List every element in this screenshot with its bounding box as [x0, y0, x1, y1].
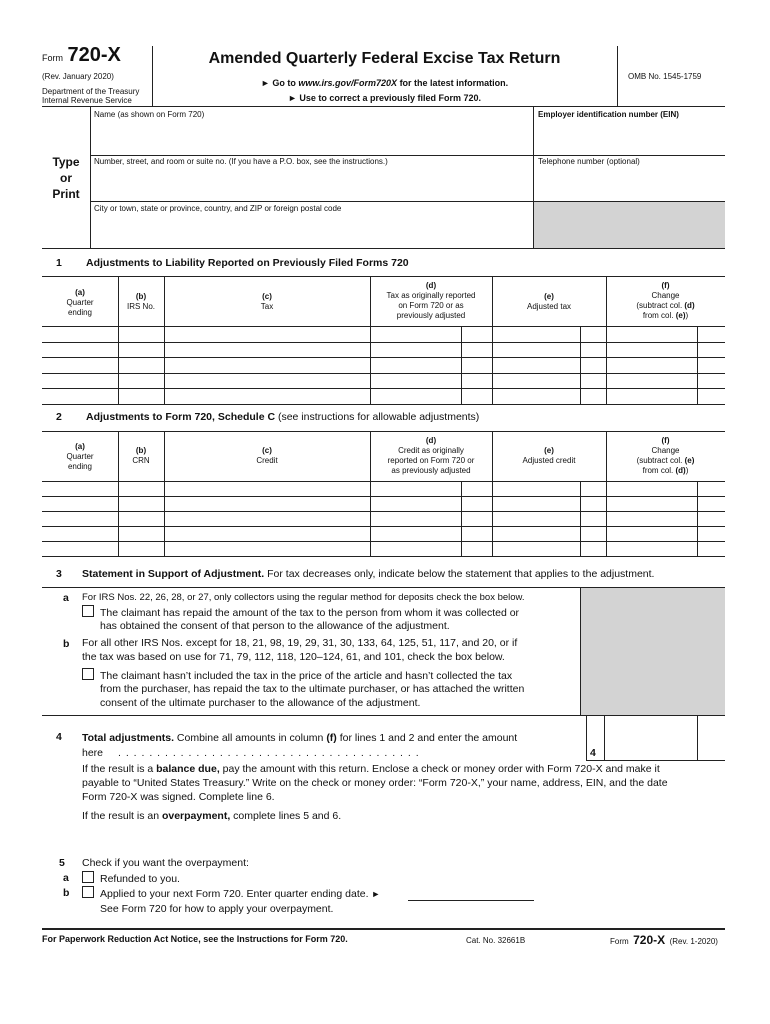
form-word: Form [42, 53, 63, 63]
p1-cell-input[interactable] [493, 343, 605, 357]
part3-title-line [82, 567, 654, 581]
p1-cell-input[interactable] [119, 343, 163, 357]
p1-cell-input[interactable] [43, 327, 117, 341]
p2-col-b-header [118, 446, 164, 466]
p1-col-f-letter: (f) [661, 281, 670, 290]
p2-cell-input[interactable] [165, 497, 369, 510]
p1-col-d-header [370, 281, 492, 321]
part3-b-check-line2: from the purchaser, has repaid the tax to the ultimate purchaser, or has attached the written [100, 683, 525, 695]
p2-cell-input[interactable] [607, 542, 724, 555]
name-label: Name (as shown on Form 720) [94, 110, 205, 119]
header-divider-right [617, 46, 618, 106]
p1-col-f-ref1: (d) [684, 301, 695, 310]
phone-label: Telephone number (optional) [538, 157, 640, 166]
part2-number: 2 [56, 411, 62, 423]
p1-col-d-line3: previously adjusted [396, 311, 466, 320]
p1-row-rule [42, 404, 725, 405]
part3-b-letter: b [63, 638, 70, 650]
p2-cell-input[interactable] [119, 512, 163, 525]
part2-table-top [42, 431, 725, 432]
p2-cell-input[interactable] [493, 527, 605, 540]
goto-suffix: for the latest information. [397, 78, 509, 88]
footer-form-word: Form [610, 937, 629, 946]
p2-col-b-letter: (b) [135, 446, 147, 455]
p1-col-f-ref2: (e) [675, 311, 686, 320]
p2-header-rule [370, 432, 371, 481]
part3-a-check-line2: has obtained the consent of that person to the allowance of the adjustment. [100, 620, 450, 632]
p1-cell-input[interactable] [165, 374, 369, 388]
p2-cell-input[interactable] [43, 482, 117, 495]
footer-form-id [610, 931, 718, 949]
part2-title-suffix: (see instructions for allowable adjustments) [275, 411, 480, 423]
p1-col-d-letter: (d) [425, 281, 437, 290]
part5-b-row [82, 886, 380, 901]
p2-col-a-line2: ending [67, 462, 93, 471]
arrow-right-icon: ► [260, 78, 270, 88]
p1-col-e-header [492, 292, 606, 312]
p1-cell-input[interactable] [371, 358, 491, 372]
p2-col-f-close: ) [685, 466, 689, 475]
p2-col-e-header [492, 446, 606, 466]
phone-field[interactable] [534, 168, 725, 200]
p2-col-c-header [164, 446, 370, 466]
address-label: Number, street, and room or suite no. (If you have a P.O. box, see the instructions.) [94, 157, 388, 166]
p2-cell-input[interactable] [493, 512, 605, 525]
p1-col-a-line2: ending [67, 308, 93, 317]
p1-col-d-line2: on Form 720 or as [398, 301, 464, 310]
part4-text-b: for lines 1 and 2 and enter the amount [336, 732, 518, 744]
p1-cell-input[interactable] [165, 389, 369, 403]
p1-col-f-header [606, 281, 725, 321]
department: Department of the Treasury [42, 87, 140, 96]
part5-a-row [82, 871, 180, 886]
part3-a-letter: a [63, 592, 69, 604]
name-field[interactable] [91, 120, 532, 154]
p1-col-a-line1: Quarter [66, 298, 94, 307]
p2-cell-input[interactable] [119, 482, 163, 495]
p1-cell-input[interactable] [371, 327, 491, 341]
print-word: Print [52, 187, 80, 201]
part1-title: Adjustments to Liability Reported on Previously Filed Forms 720 [86, 257, 409, 269]
goto-line [152, 78, 617, 89]
p1-cell-input[interactable] [43, 389, 117, 403]
part3-title: Statement in Support of Adjustment. [82, 568, 265, 580]
p1-cell-input[interactable] [165, 327, 369, 341]
part3-b-text-line2: the tax was based on use for 71, 79, 112, 118, 120–124, 61, and 101, check the box below. [82, 651, 505, 663]
agency: Internal Revenue Service [42, 96, 132, 105]
p2-cell-input[interactable] [165, 542, 369, 555]
part3-title-suffix: For tax decreases only, indicate below the statement that applies to the adjustment. [264, 568, 655, 580]
p2-col-d-line2: reported on Form 720 or [387, 456, 475, 465]
part3-a-check-row [82, 605, 519, 620]
p1-cell-input[interactable] [119, 358, 163, 372]
catalog-number: Cat. No. 32661B [466, 936, 526, 945]
part2-title: Adjustments to Form 720, Schedule C [86, 411, 276, 423]
part5-a-text: Refunded to you. [100, 873, 180, 885]
part3-b-checkbox[interactable] [82, 668, 94, 680]
use-text: Use to correct a previously filed Form 720. [299, 93, 481, 103]
city-label: City or town, state or province, country, and ZIP or foreign postal code [94, 204, 342, 213]
p2-cell-input[interactable] [607, 497, 724, 510]
part3-shaded-border [580, 588, 581, 715]
shaded-cell [534, 202, 725, 248]
part2-title-line [86, 410, 479, 424]
part5-b-checkbox[interactable] [82, 886, 94, 898]
p2-cell-input[interactable] [119, 527, 163, 540]
p1-cell-input[interactable] [165, 358, 369, 372]
p1-col-f-from: from col. [642, 311, 676, 320]
part4-text-a: Combine all amounts in column [173, 732, 327, 744]
part4-overpayment: overpayment, [161, 810, 231, 822]
p1-col-f-line1: Change [651, 291, 680, 300]
p1-col-c-header [164, 292, 370, 312]
p1-cell-input[interactable] [607, 358, 724, 372]
form-title: Amended Quarterly Federal Excise Tax Return [208, 50, 561, 67]
part4-box-left [586, 716, 587, 761]
part4-balance-pre: If the result is a [82, 763, 157, 775]
p2-cell-input[interactable] [607, 482, 724, 495]
part4-amount-field[interactable] [605, 716, 697, 760]
header-bottom-rule [42, 106, 725, 107]
p1-header-rule [492, 277, 493, 326]
p1-cell-input[interactable] [43, 374, 117, 388]
p1-cell-input[interactable] [607, 327, 724, 341]
part5-b-text: Applied to your next Form 720. Enter quarter ending date. [100, 888, 369, 900]
part3-shaded-column [580, 588, 725, 715]
part4-balance-line2: payable to “United States Treasury.” Write on the check or money order: “Form 720-X,” your name, address, EIN, and the date [82, 777, 668, 789]
p2-col-f-from: from col. [642, 466, 676, 475]
p1-header-rule [164, 277, 165, 326]
p2-col-c-letter: (c) [262, 446, 272, 455]
p2-col-e-letter: (e) [544, 446, 554, 455]
p2-col-f-ref2: (d) [675, 466, 686, 475]
p1-cell-input[interactable] [493, 389, 605, 403]
or-word: or [60, 171, 72, 185]
p1-header-rule [606, 277, 607, 326]
p2-cell-input[interactable] [43, 527, 117, 540]
arrow-right-icon: ► [371, 889, 381, 899]
ein-field[interactable] [534, 120, 725, 154]
p2-header-rule [118, 432, 119, 481]
p1-header-rule [370, 277, 371, 326]
part4-title: Total adjustments. [82, 732, 174, 744]
p1-col-b-header [118, 292, 164, 312]
p2-header-rule [492, 432, 493, 481]
p1-col-a-header [42, 288, 118, 318]
part4-balance-line3: Form 720-X was signed. Complete line 6. [82, 791, 275, 803]
part4-over-pre: If the result is an [82, 810, 162, 822]
p2-col-f-line1: Change [651, 446, 680, 455]
p2-col-b-line1: CRN [132, 456, 150, 465]
part4-over-post: complete lines 5 and 6. [230, 810, 342, 822]
p1-cell-input[interactable] [43, 343, 117, 357]
ein-label: Employer identification number (EIN) [538, 110, 679, 119]
part4-number: 4 [56, 731, 62, 743]
p2-col-c-line1: Credit [256, 456, 278, 465]
p2-cell-input[interactable] [165, 527, 369, 540]
p2-cell-input[interactable] [607, 527, 724, 540]
p2-cell-input[interactable] [607, 512, 724, 525]
part4-cents-divider [697, 716, 698, 761]
part3-a-text: For IRS Nos. 22, 26, 28, or 27, only collectors using the regular method for deposits check the box below. [82, 592, 525, 603]
p1-cell-input[interactable] [43, 358, 117, 372]
p1-header-rule [118, 277, 119, 326]
part3-number: 3 [56, 568, 62, 580]
p1-cell-input[interactable] [371, 343, 491, 357]
p2-header-rule [164, 432, 165, 481]
part4-leader-dots: . . . . . . . . . . . . . . . . . . . . . . . . . . . . . . . . . . . . . . . [118, 747, 420, 759]
p2-col-f-header [606, 436, 725, 476]
p2-header-rule [606, 432, 607, 481]
part1-number: 1 [56, 257, 62, 269]
p1-cell-input[interactable] [119, 374, 163, 388]
p1-cell-input[interactable] [607, 389, 724, 403]
form-number: 720-X [67, 44, 121, 66]
p2-cell-input[interactable] [371, 482, 491, 495]
p1-cell-input[interactable] [165, 343, 369, 357]
p1-cell-input[interactable] [493, 327, 605, 341]
part3-b-check-line3: consent of the ultimate purchaser to the allowance of the adjustment. [100, 697, 421, 709]
p1-col-e-letter: (e) [544, 292, 554, 301]
p1-col-a-letter: (a) [75, 288, 85, 297]
use-line [152, 93, 617, 104]
p1-col-f-line3 [606, 311, 725, 321]
p2-col-d-line3: as previously adjusted [391, 466, 471, 475]
p2-col-d-letter: (d) [425, 436, 437, 445]
address-field[interactable] [91, 168, 532, 200]
goto-prefix: Go to [272, 78, 299, 88]
part5-a-letter: a [63, 872, 69, 884]
p2-cell-input[interactable] [493, 482, 605, 495]
part4-col-ref: (f) [326, 732, 337, 744]
part4-balance-post: pay the amount with this return. Enclose a check or money order with Form 720-X and make it [219, 763, 660, 775]
p2-cell-input[interactable] [43, 542, 117, 555]
part3-a-checkbox[interactable] [82, 605, 94, 617]
p1-cell-input[interactable] [607, 374, 724, 388]
part4-balance-line1 [82, 762, 660, 776]
part4-overpayment-line [82, 809, 341, 823]
part3-b-check-line1: The claimant hasn’t included the tax in the price of the article and hasn’t collected the tax [100, 670, 513, 682]
footer-form-number: 720-X [633, 933, 666, 947]
part1-table-top [42, 276, 725, 277]
p1-col-e-line1: Adjusted tax [526, 302, 572, 311]
irs-link[interactable]: www.irs.gov/Form720X [298, 78, 398, 88]
p2-col-f-letter: (f) [661, 436, 670, 445]
p1-col-f-line2 [606, 301, 725, 311]
p1-cell-input[interactable] [119, 327, 163, 341]
p2-col-d-header [370, 436, 492, 476]
p1-col-b-letter: (b) [135, 292, 147, 301]
p1-cell-input[interactable] [371, 374, 491, 388]
form-number-block [42, 44, 121, 67]
p1-col-c-line1: Tax [260, 302, 274, 311]
p2-cell-input[interactable] [165, 482, 369, 495]
p2-col-a-line1: Quarter [66, 452, 94, 461]
p1-cell-input[interactable] [371, 389, 491, 403]
p2-col-a-letter: (a) [75, 442, 85, 451]
p2-cell-input[interactable] [119, 497, 163, 510]
type-or-print [42, 154, 90, 202]
part4-box-bottom [586, 760, 725, 761]
revision-date: (Rev. January 2020) [42, 72, 114, 81]
p2-cell-input[interactable] [43, 512, 117, 525]
p2-col-d-line1: Credit as originally [398, 446, 464, 455]
part3-b-check-row [82, 668, 512, 683]
p1-col-f-close: ) [685, 311, 689, 320]
part4-balance-due: balance due, [156, 763, 220, 775]
p2-cell-input[interactable] [371, 512, 491, 525]
omb-number: OMB No. 1545-1759 [628, 72, 702, 81]
p2-col-a-header [42, 442, 118, 472]
identity-row-rule-1 [90, 155, 725, 156]
p2-col-f-ref1: (e) [684, 456, 695, 465]
p1-col-c-letter: (c) [262, 292, 272, 301]
p2-cell-input[interactable] [371, 497, 491, 510]
p2-col-f-line3 [606, 466, 725, 476]
p1-col-b-line1: IRS No. [126, 302, 155, 311]
p1-cell-input[interactable] [493, 358, 605, 372]
p2-cell-input[interactable] [371, 527, 491, 540]
p1-cell-input[interactable] [119, 389, 163, 403]
arrow-right-icon: ► [287, 93, 297, 103]
part3-a-check-line1: The claimant has repaid the amount of the tax to the person from whom it was collected or [100, 607, 520, 619]
part3-b-text-line1: For all other IRS Nos. except for 18, 21, 98, 19, 29, 31, 30, 133, 64, 125, 51, 117, and 20, or if [82, 637, 518, 649]
part4-here: here [82, 747, 104, 759]
p2-col-f-subtract: (subtract col. [636, 456, 685, 465]
part5-number: 5 [59, 857, 65, 869]
paperwork-notice: For Paperwork Reduction Act Notice, see the Instructions for Form 720. [42, 934, 348, 944]
part5-title: Check if you want the overpayment: [82, 857, 249, 869]
p1-cell-input[interactable] [493, 374, 605, 388]
part5-a-checkbox[interactable] [82, 871, 94, 883]
p1-cell-input[interactable] [607, 343, 724, 357]
p2-col-e-line1: Adjusted credit [522, 456, 576, 465]
p1-col-f-subtract: (subtract col. [636, 301, 685, 310]
quarter-ending-date-field[interactable] [408, 886, 534, 901]
footer-rule [42, 928, 725, 930]
p2-cell-input[interactable] [119, 542, 163, 555]
p2-cell-input[interactable] [165, 512, 369, 525]
footer-revision: (Rev. 1-2020) [669, 937, 718, 946]
p2-cell-input[interactable] [43, 497, 117, 510]
part5-see-line: See Form 720 for how to apply your overpayment. [100, 903, 334, 915]
p2-cell-input[interactable] [371, 542, 491, 555]
identity-bottom-rule [42, 248, 725, 249]
type-word: Type [52, 155, 80, 169]
city-field[interactable] [91, 214, 532, 247]
p2-cell-input[interactable] [493, 497, 605, 510]
p1-col-d-line1: Tax as originally reported [386, 291, 476, 300]
part4-title-line [82, 731, 517, 745]
p2-cell-input[interactable] [493, 542, 605, 555]
part5-b-letter: b [63, 887, 70, 899]
p2-col-f-line2 [606, 456, 725, 466]
p2-row-rule [42, 556, 725, 557]
part4-box-number: 4 [590, 747, 596, 759]
